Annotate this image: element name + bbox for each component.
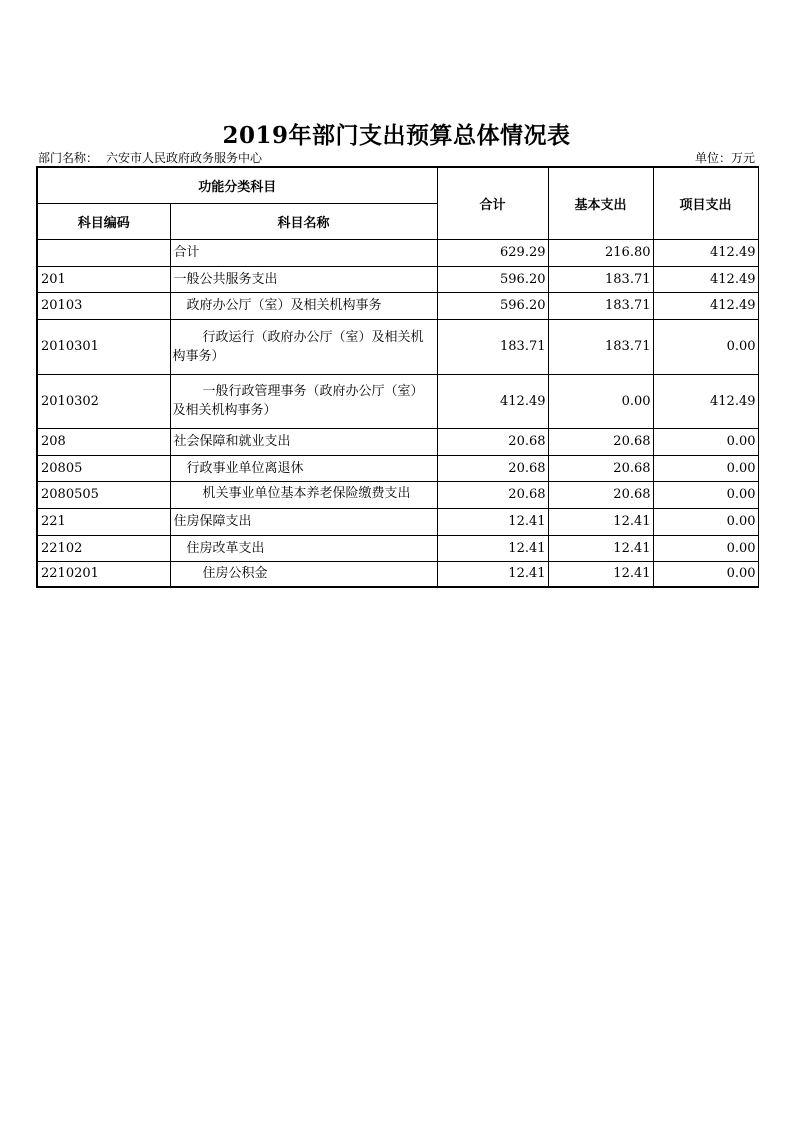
account-code: 2010301	[37, 319, 170, 374]
account-code: 2080505	[37, 481, 170, 508]
account-name: 机关事业单位基本养老保险缴费支出	[202, 485, 411, 501]
total-amount: 12.41	[437, 535, 548, 561]
account-name: 住房改革支出	[186, 540, 265, 556]
basic-amount: 12.41	[548, 508, 653, 535]
account-name-cell	[170, 561, 437, 587]
basic-amount: 20.68	[548, 455, 653, 481]
total-amount: 20.68	[437, 481, 548, 508]
table-row	[37, 508, 758, 535]
unit-label: 单位：万元	[694, 151, 755, 165]
account-name: 一般公共服务支出	[173, 271, 278, 287]
account-name-cell	[170, 319, 437, 374]
project-amount: 0.00	[653, 455, 758, 481]
account-code: 208	[37, 428, 170, 455]
account-name-cell	[170, 428, 437, 455]
project-expenditure-header: 项目支出	[653, 167, 758, 239]
account-code: 2210201	[37, 561, 170, 587]
account-name-cell	[170, 292, 437, 319]
project-amount: 412.49	[653, 239, 758, 266]
total-amount: 183.71	[437, 319, 548, 374]
account-name-cell	[170, 508, 437, 535]
table-row	[37, 481, 758, 508]
account-name: 政府办公厅（室）及相关机构事务	[186, 298, 382, 313]
project-amount: 0.00	[653, 481, 758, 508]
project-amount: 0.00	[653, 319, 758, 374]
basic-amount: 12.41	[548, 535, 653, 561]
functional-category-header: 功能分类科目	[37, 167, 437, 203]
account-name-cell	[170, 266, 437, 292]
total-amount: 596.20	[437, 292, 548, 319]
total-amount: 412.49	[437, 374, 548, 428]
page-title: 2019年部门支出预算总体情况表	[222, 122, 571, 149]
account-name-cell	[170, 455, 437, 481]
account-name-cell	[170, 239, 437, 266]
project-amount: 412.49	[653, 292, 758, 319]
basic-expenditure-header: 基本支出	[548, 167, 653, 239]
department-name: 六安市人民政府政务服务中心	[106, 151, 263, 165]
table-row	[37, 319, 758, 374]
project-amount: 0.00	[653, 535, 758, 561]
total-amount: 20.68	[437, 428, 548, 455]
basic-amount: 0.00	[548, 374, 653, 428]
total-amount: 20.68	[437, 455, 548, 481]
department-info	[38, 149, 262, 166]
basic-amount: 183.71	[548, 266, 653, 292]
account-code	[37, 239, 170, 266]
basic-amount: 12.41	[548, 561, 653, 587]
account-name: 行政运行（政府办公厅（室）及相关机构事务）	[172, 329, 424, 364]
project-amount: 0.00	[653, 561, 758, 587]
table-row	[37, 239, 758, 266]
account-name: 一般行政管理事务（政府办公厅（室）及相关机构事务）	[172, 384, 424, 418]
account-code: 2010302	[37, 374, 170, 428]
account-name: 住房保障支出	[173, 514, 252, 529]
basic-amount: 216.80	[548, 239, 653, 266]
account-code: 20103	[37, 292, 170, 319]
basic-amount: 20.68	[548, 481, 653, 508]
account-code: 201	[37, 266, 170, 292]
account-code: 221	[37, 508, 170, 535]
department-label: 部门名称：	[38, 151, 99, 165]
account-name-cell	[170, 374, 437, 428]
total-amount: 629.29	[437, 239, 548, 266]
project-amount: 0.00	[653, 428, 758, 455]
code-header: 科目编码	[37, 203, 170, 239]
basic-amount: 20.68	[548, 428, 653, 455]
table-body	[37, 239, 758, 587]
table-row	[37, 428, 758, 455]
project-amount: 412.49	[653, 374, 758, 428]
table-row	[37, 266, 758, 292]
total-header: 合计	[437, 167, 548, 239]
account-code: 22102	[37, 535, 170, 561]
account-name-cell	[170, 535, 437, 561]
total-amount: 12.41	[437, 561, 548, 587]
table-row	[37, 292, 758, 319]
project-amount: 412.49	[653, 266, 758, 292]
budget-table	[36, 166, 759, 588]
account-name: 社会保障和就业支出	[173, 434, 291, 449]
account-name: 住房公积金	[202, 566, 268, 582]
account-name-cell	[170, 481, 437, 508]
name-header: 科目名称	[170, 203, 437, 239]
project-amount: 0.00	[653, 508, 758, 535]
total-amount: 596.20	[437, 266, 548, 292]
account-name: 行政事业单位离退休	[186, 460, 304, 476]
basic-amount: 183.71	[548, 319, 653, 374]
basic-amount: 183.71	[548, 292, 653, 319]
table-row	[37, 535, 758, 561]
total-amount: 12.41	[437, 508, 548, 535]
table-row	[37, 374, 758, 428]
table-row	[37, 561, 758, 587]
account-name: 合计	[173, 245, 200, 260]
table-row	[37, 455, 758, 481]
account-code: 20805	[37, 455, 170, 481]
